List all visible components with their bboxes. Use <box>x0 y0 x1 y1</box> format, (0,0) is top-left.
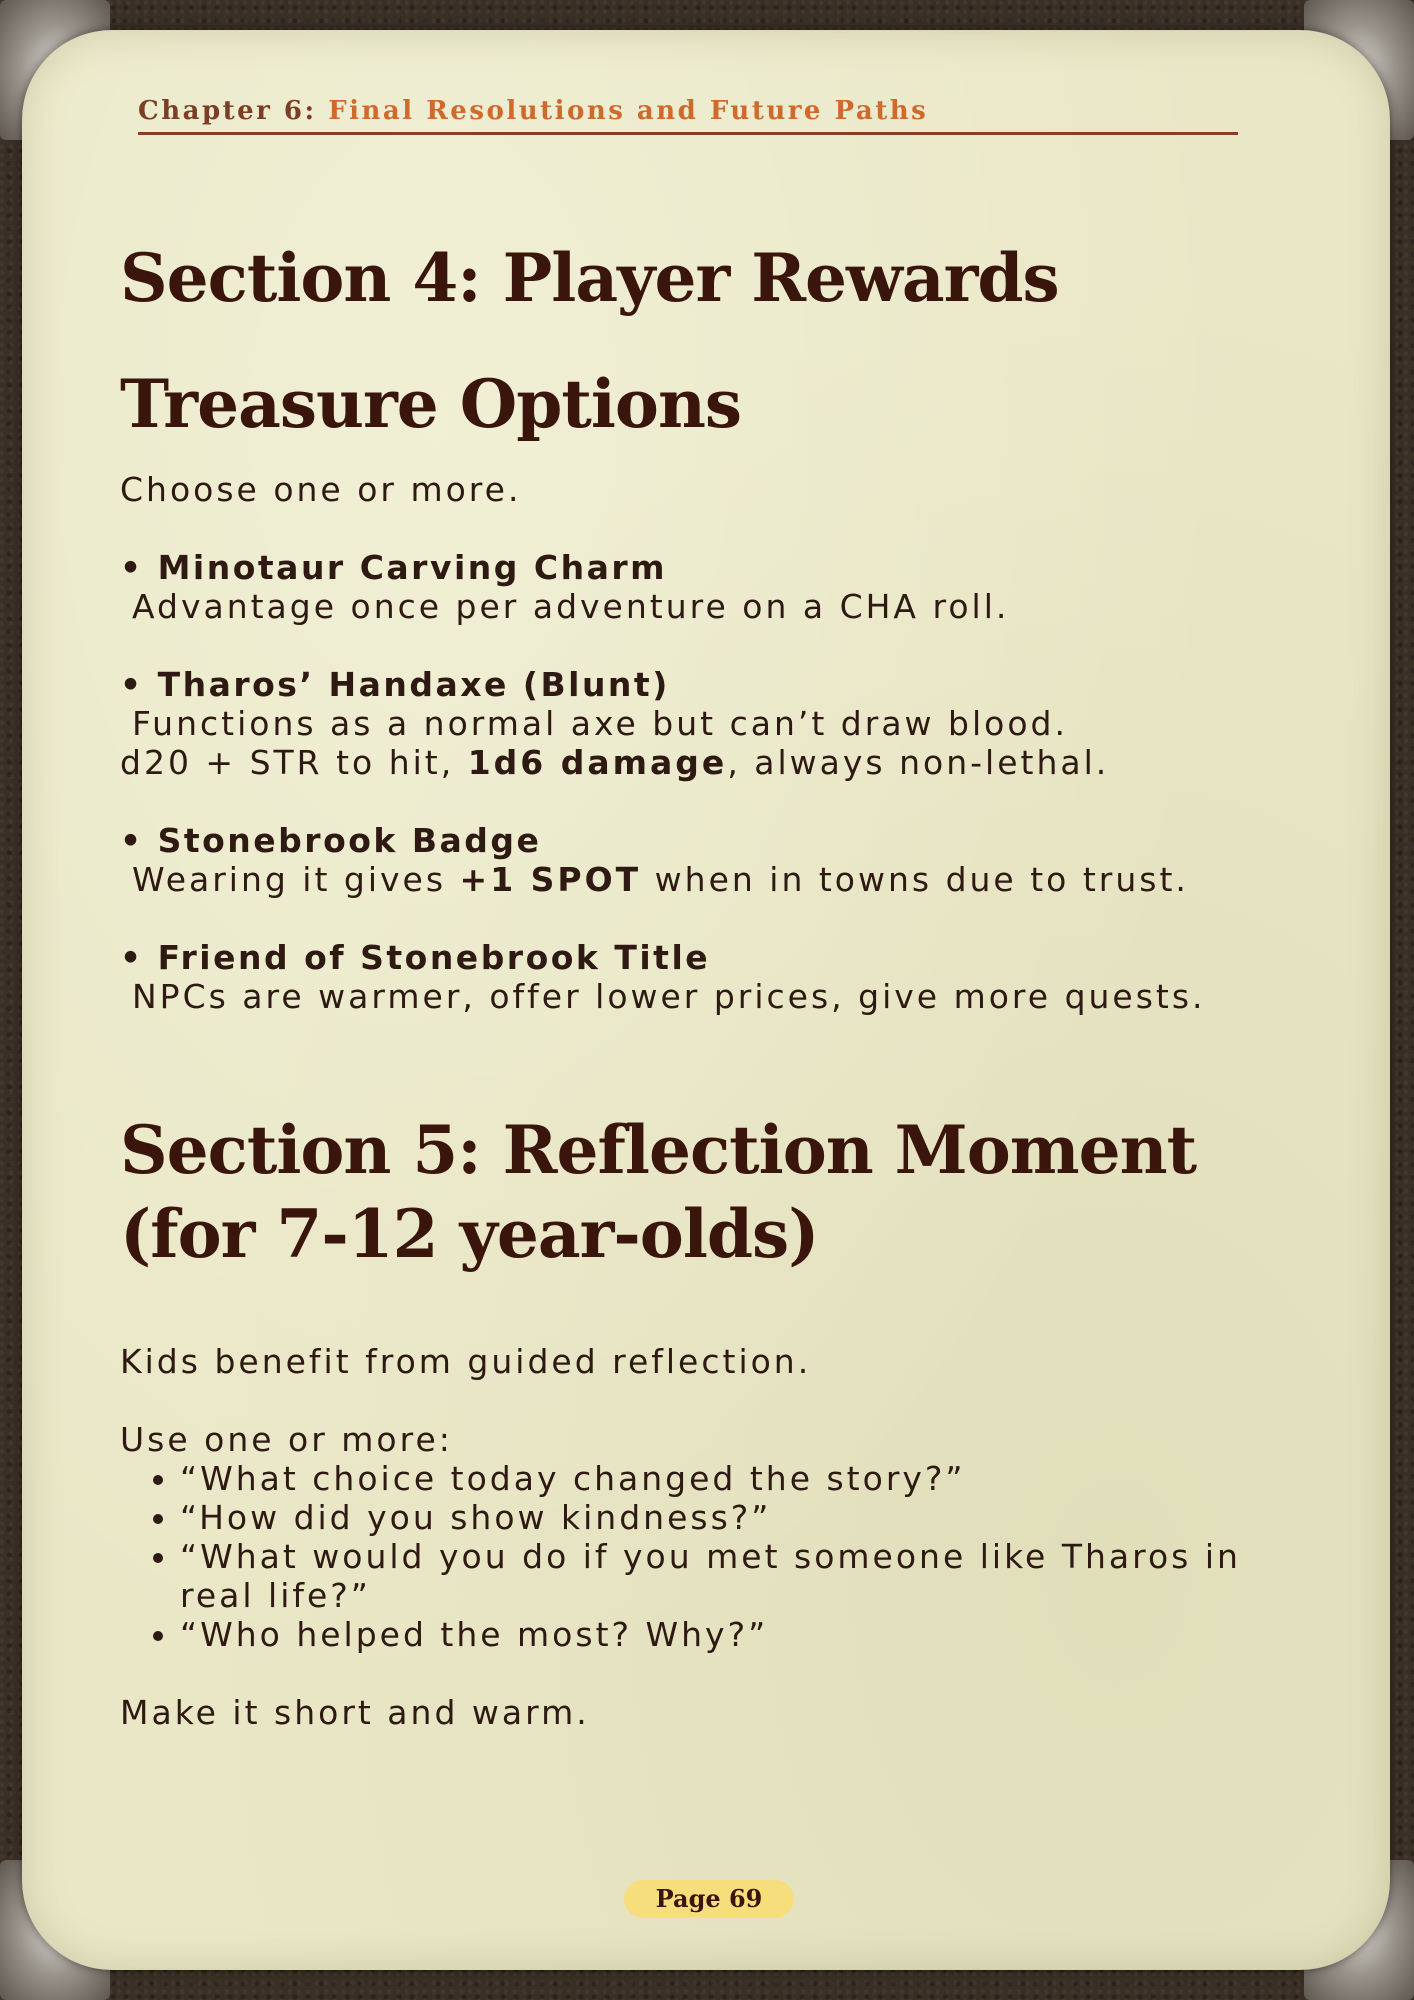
treasure-item <box>120 938 1280 1016</box>
treasure-item-title: • Minotaur Carving Charm <box>120 548 668 587</box>
treasure-item-desc: Wearing it gives +1 SPOT when in towns due to trust. <box>132 860 1189 899</box>
section-5-heading: Section 5: Reflection Moment (for 7-12 year-olds) <box>120 1111 1197 1273</box>
list-item: • “What would you do if you met someone like Tharos in real life?” <box>180 1537 1280 1615</box>
treasure-item-stats: d20 + STR to hit, 1d6 damage, always non-lethal. <box>120 743 1110 782</box>
treasure-item-title: • Stonebrook Badge <box>120 821 542 860</box>
closing-note: Make it short and warm. <box>120 1693 590 1732</box>
chapter-title: Final Resolutions and Future Paths <box>328 96 929 126</box>
treasure-item <box>120 821 1280 899</box>
page-number: Page 69 <box>624 1880 794 1918</box>
treasure-item-desc: Advantage once per adventure on a CHA roll. <box>132 587 1010 626</box>
section-4-heading: Section 4: Player Rewards <box>120 239 1059 317</box>
treasure-intro: Choose one or more. <box>120 470 522 509</box>
list-item: • “Who helped the most? Why?” <box>180 1615 1280 1654</box>
page-content <box>120 238 1280 1732</box>
running-header <box>138 96 1238 135</box>
reflection-use-line: Use one or more: <box>120 1420 453 1459</box>
damage-value: 1d6 damage <box>467 743 728 782</box>
list-item: • “How did you show kindness?” <box>180 1498 1280 1537</box>
treasure-item-desc: Functions as a normal axe but can’t draw blood. <box>132 704 1068 743</box>
treasure-item-title: • Tharos’ Handaxe (Blunt) <box>120 665 670 704</box>
treasure-options-heading: Treasure Options <box>120 365 742 443</box>
reflection-questions <box>120 1459 1280 1654</box>
treasure-item-desc: NPCs are warmer, offer lower prices, give more quests. <box>132 977 1206 1016</box>
spot-bonus: +1 SPOT <box>459 860 642 899</box>
reflection-intro: Kids benefit from guided reflection. <box>120 1342 812 1381</box>
treasure-item <box>120 665 1280 782</box>
treasure-item-title: • Friend of Stonebrook Title <box>120 938 711 977</box>
list-item: • “What choice today changed the story?” <box>180 1459 1280 1498</box>
treasure-item <box>120 548 1280 626</box>
chapter-number: Chapter 6: <box>138 96 317 126</box>
